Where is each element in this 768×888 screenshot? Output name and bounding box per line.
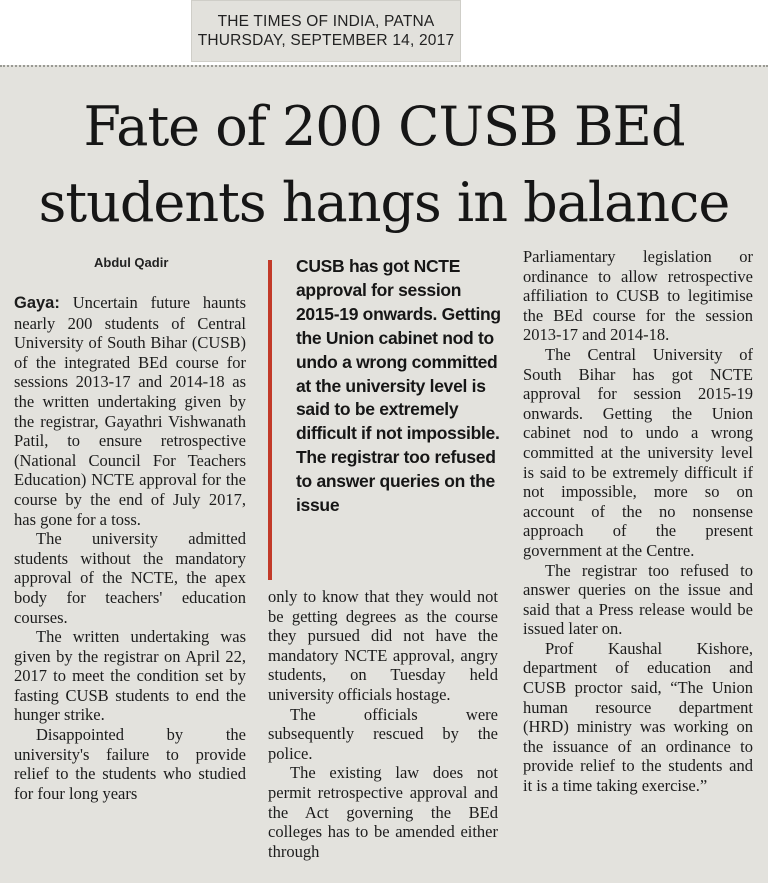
- article-paragraph: Prof Kaushal Kishore, department of education and CUSB proctor said, “The Union human resource department (HRD) ministry was working on the issuance of an ordinance to provide relief to the students and it is a time taking exercise.”: [523, 638, 753, 796]
- lead-paragraph: [14, 293, 246, 529]
- dateline: [191, 0, 461, 62]
- headline-line-1: Fate of 200 CUSB BEd: [83, 95, 685, 158]
- article-paragraph: only to know that they would not be getting degrees as the course they pursued did not have the mandatory NCTE approval, angry students, on Tuesday held university officials hostage.: [268, 587, 498, 704]
- article-column-1: [14, 293, 246, 803]
- dateline-place: Gaya:: [14, 294, 60, 312]
- article-paragraph: The registrar too refused to answer queries on the issue and said that a Press release would be issued later on.: [523, 560, 753, 639]
- headline: [10, 89, 758, 241]
- article-paragraph: Disappointed by the university's failure to provide relief to the students who studied for four long years: [14, 725, 246, 803]
- publication-date: THURSDAY, SEPTEMBER 14, 2017: [197, 32, 455, 49]
- newspaper-name: THE TIMES OF INDIA, PATNA: [217, 13, 435, 30]
- headline-line-2: students hangs in balance: [38, 171, 730, 234]
- article-paragraph: The existing law does not permit retrospective approval and the Act governing the BEd colleges has to be amended either through: [268, 763, 498, 861]
- lead-text: Uncertain future haunts nearly 200 students of Central University of South Bihar (CUSB) of the integrated BEd course for sessions 2013-17 and 2014-18 as the written undertaking given by the registrar, Gayathri Vishwanath Patil, to ensure retrospective (National Council For Teachers Education) NCTE approval for the course by the end of July 2017, has gone for a toss.: [14, 293, 246, 529]
- news-clipping: [0, 65, 768, 883]
- article-paragraph: Parliamentary legislation or ordinance to allow retrospective affiliation to CUSB to legitimise the BEd course for the session 2013-17 and 2014-18.: [523, 247, 753, 345]
- pull-quote-accent-bar: [268, 260, 272, 580]
- article-paragraph: The officials were subsequently rescued by the police.: [268, 704, 498, 763]
- article-paragraph: The university admitted students without the mandatory approval of the NCTE, the apex body for teachers' education courses.: [14, 529, 246, 627]
- byline: Abdul Qadir: [94, 255, 169, 270]
- article-paragraph: The Central University of South Bihar has got NCTE approval for session 2015-19 onwards. Getting the Union cabinet nod to undo a wrong committed at the university level is said to be extremely difficult if not impossible, more so on account of the no nonsense approach of the present government at the Centre.: [523, 344, 753, 560]
- article-column-3: [523, 247, 753, 796]
- article-paragraph: The written undertaking was given by the registrar on April 22, 2017 to meet the condition set by fasting CUSB students to end the hunger strike.: [14, 627, 246, 725]
- article-column-2: [268, 587, 498, 861]
- pull-quote: CUSB has got NCTE approval for session 2015-19 onwards. Getting the Union cabinet nod to undo a wrong committed at the university level is said to be extremely difficult if not impossible. The registrar too refused to answer queries on the issue: [296, 256, 501, 516]
